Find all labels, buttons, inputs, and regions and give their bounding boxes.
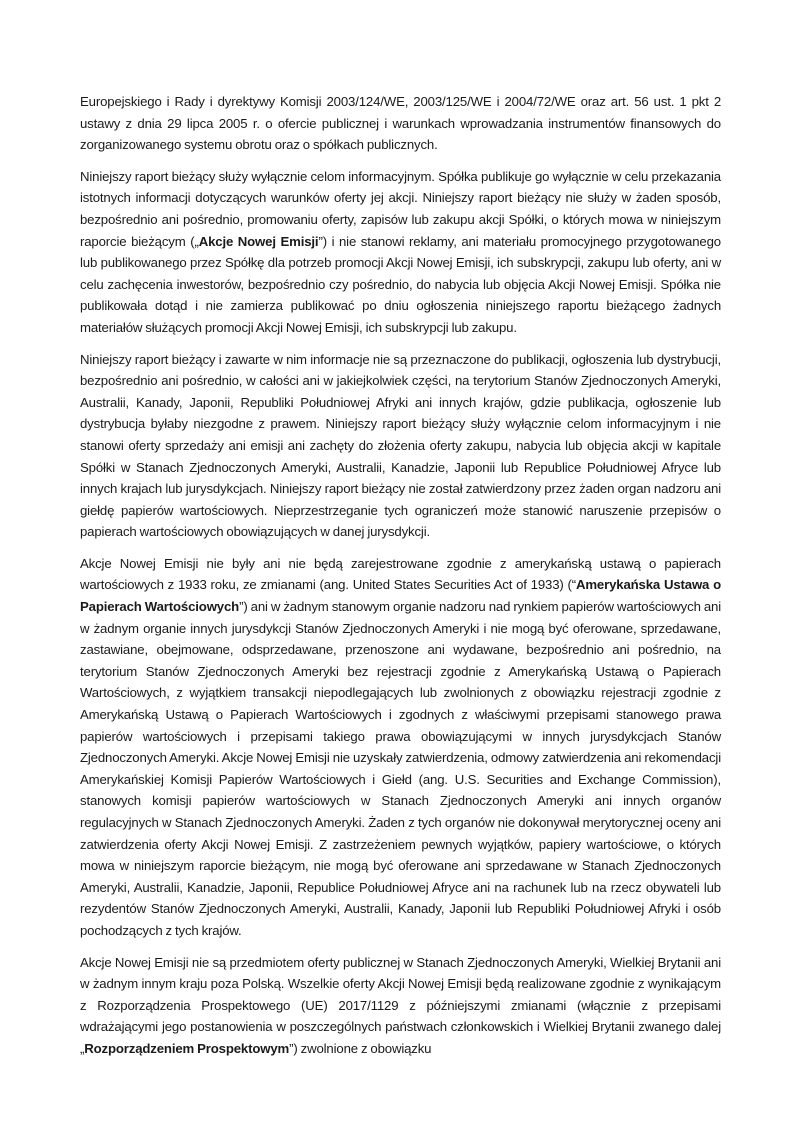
paragraph-us-securities-act bbox=[80, 553, 721, 942]
defined-term: Rozporządzeniem Prospektowym bbox=[84, 1040, 290, 1056]
defined-term: Amerykańska Ustawa o Papierach Wartościowych bbox=[80, 577, 722, 615]
paragraph-public-offer bbox=[80, 952, 721, 1060]
paragraph-text: Akcje Nowej Emisji nie są przedmiotem oferty publicznej w Stanach Zjednoczonych Ameryki, Wielkiej Brytanii ani w żadnym innym kraju poza Polską. Wszelkie oferty Akcji Nowej Emisji będą realizowane zgodnie z wynikającym z Rozporządzenia Prospektowego (UE) 2017/1129 z późniejszymi zmianami (włącznie z przepisami wdrażającymi jego postanowienia w poszczególnych państwach członkowskich i Wielkiej Brytanii zwanego dalej „ bbox=[80, 954, 721, 1056]
paragraph-text: Niniejszy raport bieżący i zawarte w nim informacje nie są przeznaczone do publikacji, ogłoszenia lub dystrybucji, bezpośrednio ani pośrednio, w całości ani w jakiejkolwiek części, na terytorium Stanów Zjednoczonych Ameryki, Australii, Kanady, Japonii, Republiki Południowej Afryki ani innych krajów, gdzie publikacja, ogłoszenie lub dystrybucja byłaby niezgodne z prawem. Niniejszy raport bieżący służy wyłącznie celom informacyjnym i nie stanowi oferty sprzedaży ani emisji ani zachęty do złożenia oferty zakupu, nabycia lub objęcia akcji w kapitale Spółki w Stanach Zjednoczonych Ameryki, Australii, Kanadzie, Japonii lub Republice Południowej Afryce lub innych krajach lub jurysdykcjach. Niniejszy raport bieżący nie został zatwierdzony przez żaden organ nadzoru ani giełdę papierów wartościowych. Nieprzestrzeganie tych ograniczeń może stanowić naruszenie przepisów o papierach wartościowych obowiązujących w danej jurysdykcji. bbox=[80, 351, 721, 540]
paragraph-text: ”) i nie stanowi reklamy, ani materiału promocyjnego przygotowanego lub publikowanego przez Spółkę dla potrzeb promocji Akcji Nowej Emisji, ich subskrypcji, zakupu lub oferty, ani w celu zachęcenia inwestorów, bezpośrednio czy pośrednio, do nabycia lub objęcia Akcji Nowej Emisji. Spółka nie publikowała dotąd i nie zamierza publikować po dniu ogłoszenia niniejszego raportu bieżącego żadnych materiałów służących promocji Akcji Nowej Emisji, ich subskrypcji lub zakupu. bbox=[80, 233, 721, 335]
paragraph-text: ”) zwolnione z obowiązku bbox=[289, 1040, 432, 1056]
paragraph-informational-purpose bbox=[80, 166, 721, 339]
paragraph-text: ”) ani w żadnym stanowym organie nadzoru nad rynkiem papierów wartościowych ani w żadnym organie innych jurysdykcji Stanów Zjednoczonych Ameryki i nie mogą być oferowane, sprzedawane, zastawiane, obejmowane, odsprzedawane, przenoszone ani wydawane, bezpośrednio ani pośrednio, na terytorium Stanów Zjednoczonych Ameryki bez rejestracji zgodnie z Amerykańską Ustawą o Papierach Wartościowych, z wyjątkiem transakcji niepodlegających lub zwolnionych z obowiązku rejestracji zgodnie z Amerykańską Ustawą o Papierach Wartościowych i zgodnych z właściwymi przepisami stanowego prawa papierów wartościowych i przepisami takiego prawa obowiązującymi w innych jurysdykcjach Stanów Zjednoczonych Ameryki. Akcje Nowej Emisji nie uzyskały zatwierdzenia, odmowy zatwierdzenia ani rekomendacji Amerykańskiej Komisji Papierów Wartościowych i Giełd (ang. U.S. Securities and Exchange Commission), stanowych komisji papierów wartościowych w Stanach Zjednoczonych Ameryki ani innych organów regulacyjnych w Stanach Zjednoczonych Ameryki. Żaden z tych organów nie dokonywał merytorycznej oceny ani zatwierdzenia oferty Akcji Nowej Emisji. Z zastrzeżeniem pewnych wyjątków, papiery wartościowe, o których mowa w niniejszym raporcie bieżącym, nie mogą być oferowane ani sprzedawane w Stanach Zjednoczonych Ameryki, Australii, Kanadzie, Japonii, Republice Południowej Afryce ani na rachunek lub na rzecz obywateli lub rezydentów Stanów Zjednoczonych Ameryki, Australii, Kanady, Japonii lub Republiki Południowej Afryki i osób pochodzących z tych krajów. bbox=[80, 599, 721, 938]
defined-term: Akcje Nowej Emisji bbox=[198, 233, 319, 249]
paragraph-text: Europejskiego i Rady i dyrektywy Komisji 2003/124/WE, 2003/125/WE i 2004/72/WE oraz art. 56 ust. 1 pkt 2 ustawy z dnia 29 lipca 2005 r. o ofercie publicznej i warunkach wprowadzania instrumentów finansowych do zorganizowanego systemu obrotu oraz o spółkach publicznych. bbox=[80, 94, 721, 153]
paragraph-legal-basis bbox=[80, 91, 721, 156]
paragraph-text: Akcje Nowej Emisji nie były ani nie będą zarejestrowane zgodnie z amerykańską ustawą o papierach wartościowych z 1933 roku, ze zmianami (ang. United States Securities Act of 1933) (“ bbox=[80, 555, 721, 593]
paragraph-text: Niniejszy raport bieżący służy wyłącznie celom informacyjnym. Spółka publikuje go wyłącznie w celu przekazania istotnych informacji dotyczących warunków oferty jej akcji. Niniejszy raport bieżący nie służy w żaden sposób, bezpośrednio ani pośrednio, promowaniu oferty, zapisów lub zakupu akcji Spółki, o których mowa w niniejszym raporcie bieżącym („ bbox=[80, 168, 721, 249]
document-page bbox=[80, 91, 721, 1070]
paragraph-distribution-restrictions bbox=[80, 349, 721, 543]
